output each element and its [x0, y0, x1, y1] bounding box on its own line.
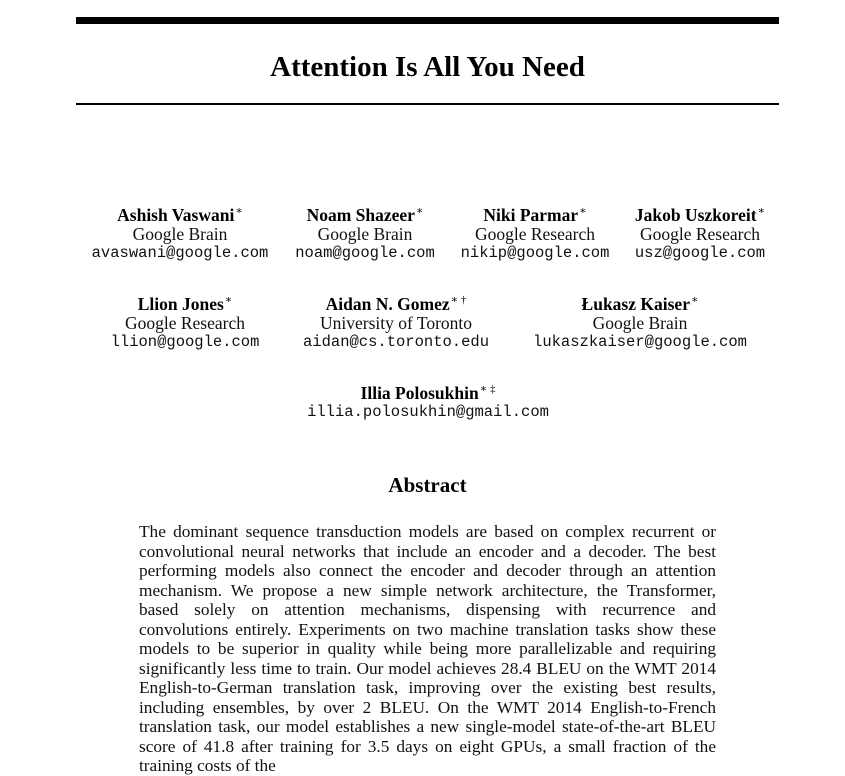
- author-name: Aidan N. Gomez∗ †: [325, 294, 467, 314]
- author-footnote-mark: ∗: [415, 205, 424, 218]
- author-block: [307, 384, 549, 422]
- author-name: Niki Parmar∗: [483, 205, 587, 225]
- author-name: Noam Shazeer∗: [306, 205, 424, 225]
- author-footnote-mark: ∗ †: [450, 294, 467, 307]
- author-email: usz@google.com: [634, 244, 766, 262]
- author-footnote-mark: ∗: [579, 205, 587, 218]
- author-affiliation: Google Brain: [317, 224, 413, 244]
- author-affiliation: Google Brain: [592, 313, 688, 333]
- author-name: Jakob Uszkoreit∗: [634, 205, 766, 225]
- author-name: Ashish Vaswani∗: [117, 205, 243, 225]
- author-block: [635, 206, 765, 263]
- author-name: Łukasz Kaiser∗: [581, 294, 699, 314]
- title-top-rule: [76, 17, 779, 24]
- author-email: noam@google.com: [295, 244, 435, 262]
- author-email: illia.polosukhin@gmail.com: [307, 403, 549, 421]
- paper-title: Attention Is All You Need: [270, 51, 585, 83]
- author-affiliation: Google Research: [474, 224, 596, 244]
- author-affiliation: Google Research: [124, 313, 246, 333]
- author-footnote-mark: ∗: [690, 294, 699, 307]
- author-email: llion@google.com: [110, 333, 260, 351]
- author-footnote-mark: ∗: [224, 294, 233, 307]
- author-name: Llion Jones∗: [137, 294, 233, 314]
- author-affiliation: University of Toronto: [319, 313, 473, 333]
- abstract-heading: Abstract: [388, 473, 467, 497]
- title-bottom-rule: [76, 103, 779, 105]
- author-footnote-mark: ∗ ‡: [479, 383, 496, 396]
- author-block: [461, 206, 610, 263]
- author-block: [295, 206, 435, 263]
- abstract-text: The dominant sequence transduction models are based on complex recurrent or convolutional neural networks that include an encoder and a decoder. The best performing models also connect the encoder and decoder through an attention mechanism. We propose a new simple network architecture, the Transformer, based solely on attention mechanisms, dispensing with recurrence and convolutions entirely. Experiments on two machine translation tasks show these models to be superior in quality while being more parallelizable and requiring significantly less time to train. Our model achieves 28.4 BLEU on the WMT 2014 English-to-German translation task, improving over the existing best results, including ensembles, by over 2 BLEU. On the WMT 2014 English-to-French translation task, our model establishes a new single-model state-of-the-art BLEU score of 41.8 after training for 3.5 days on eight GPUs, a small fraction of the training costs of the: [139, 522, 716, 775]
- author-footnote-mark: ∗: [757, 205, 766, 218]
- author-block: [111, 295, 260, 352]
- author-affiliation: Google Research: [639, 224, 761, 244]
- author-email: nikip@google.com: [460, 244, 610, 262]
- author-email: lukaszkaiser@google.com: [533, 333, 747, 351]
- author-block: [533, 295, 747, 352]
- author-email: avaswani@google.com: [91, 244, 269, 262]
- author-affiliation: Google Brain: [132, 224, 228, 244]
- author-block: [303, 295, 489, 352]
- author-block: [92, 206, 269, 263]
- author-name: Illia Polosukhin∗ ‡: [360, 383, 496, 403]
- author-footnote-mark: ∗: [235, 205, 243, 218]
- author-email: aidan@cs.toronto.edu: [302, 333, 490, 351]
